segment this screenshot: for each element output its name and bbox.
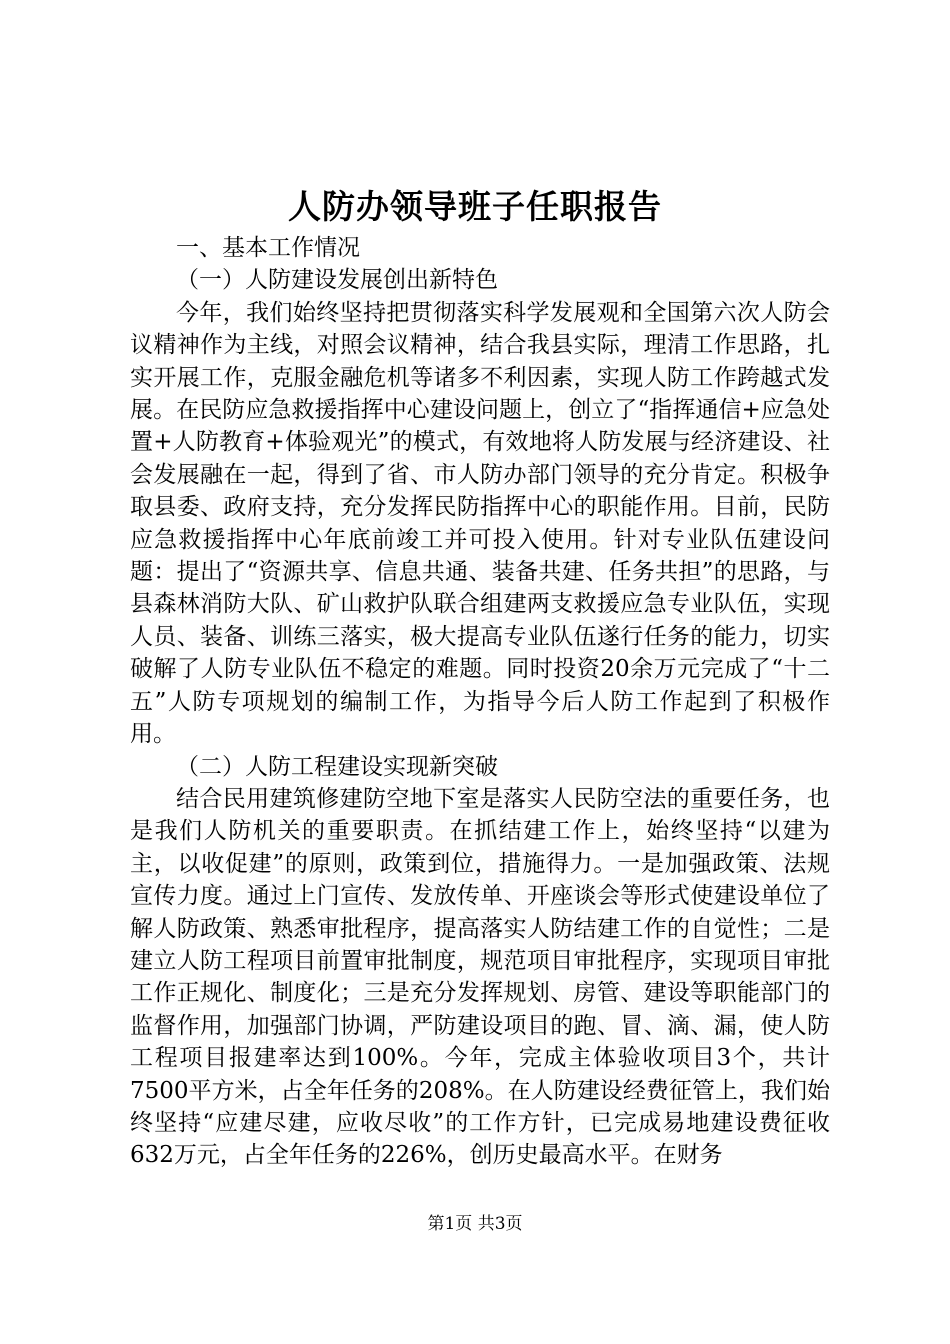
subsection-heading-engineering-breakthrough: （二）人防工程建设实现新突破 [176, 753, 498, 780]
document-body [130, 232, 830, 1172]
page-number-footer: 第1页 共3页 [427, 1214, 523, 1234]
subsection-heading-civil-defense-features: （一）人防建设发展创出新特色 [176, 267, 498, 294]
paragraph-civil-defense-development: 今年，我们始终坚持把贯彻落实科学发展观和全国第六次人防会议精神作为主线，对照会议精神，结合我县实际，理清工作思路，扎实开展工作，克服金融危机等诸多不利因素，实现人防工作跨越式发展。在民防应急救援指挥中心建设问题上，创立了“指挥通信+应急处置+人防教育+体验观光”的模式，有效地将人防发展与经济建设、社会发展融在一起，得到了省、市人防办部门领导的充分肯定。积极争取县委、政府支持，充分发挥民防指挥中心的职能作用。目前，民防应急救援指挥中心年底前竣工并可投入使用。针对专业队伍建设问题：提出了“资源共享、信息共通、装备共建、任务共担”的思路，与县森林消防大队、矿山救护队联合组建两支救援应急专业队伍，实现人员、装备、训练三落实，极大提高专业队伍遂行任务的能力，切实破解了人防专业队伍不稳定的难题。同时投资20余万元完成了“十二五”人防专项规划的编制工作，为指导今后人防工作起到了积极作用。 [130, 299, 830, 748]
section-heading-basic-work: 一、基本工作情况 [176, 235, 360, 261]
paragraph-engineering-construction: 结合民用建筑修建防空地下室是落实人民防空法的重要任务，也是我们人防机关的重要职责。在抓结建工作上，始终坚持“以建为主，以收促建”的原则，政策到位，措施得力。一是加强政策、法规宣传力度。通过上门宣传、发放传单、开座谈会等形式使建设单位了解人防政策、熟悉审批程序，提高落实人防结建工作的自觉性；二是建立人防工程项目前置审批制度，规范项目审批程序，实现项目审批工作正规化、制度化；三是充分发挥规划、房管、建设等职能部门的监督作用，加强部门协调，严防建设项目的跑、冒、滴、漏，使人防工程项目报建率达到100%。今年，完成主体验收项目3个，共计7500平方米，占全年任务的208%。在人防建设经费征管上，我们始终坚持“应建尽建，应收尽收”的工作方针，已完成易地建设费征收632万元，占全年任务的226%，创历史最高水平。在财务 [130, 785, 830, 1169]
document-title: 人防办领导班子任职报告 [288, 187, 662, 226]
